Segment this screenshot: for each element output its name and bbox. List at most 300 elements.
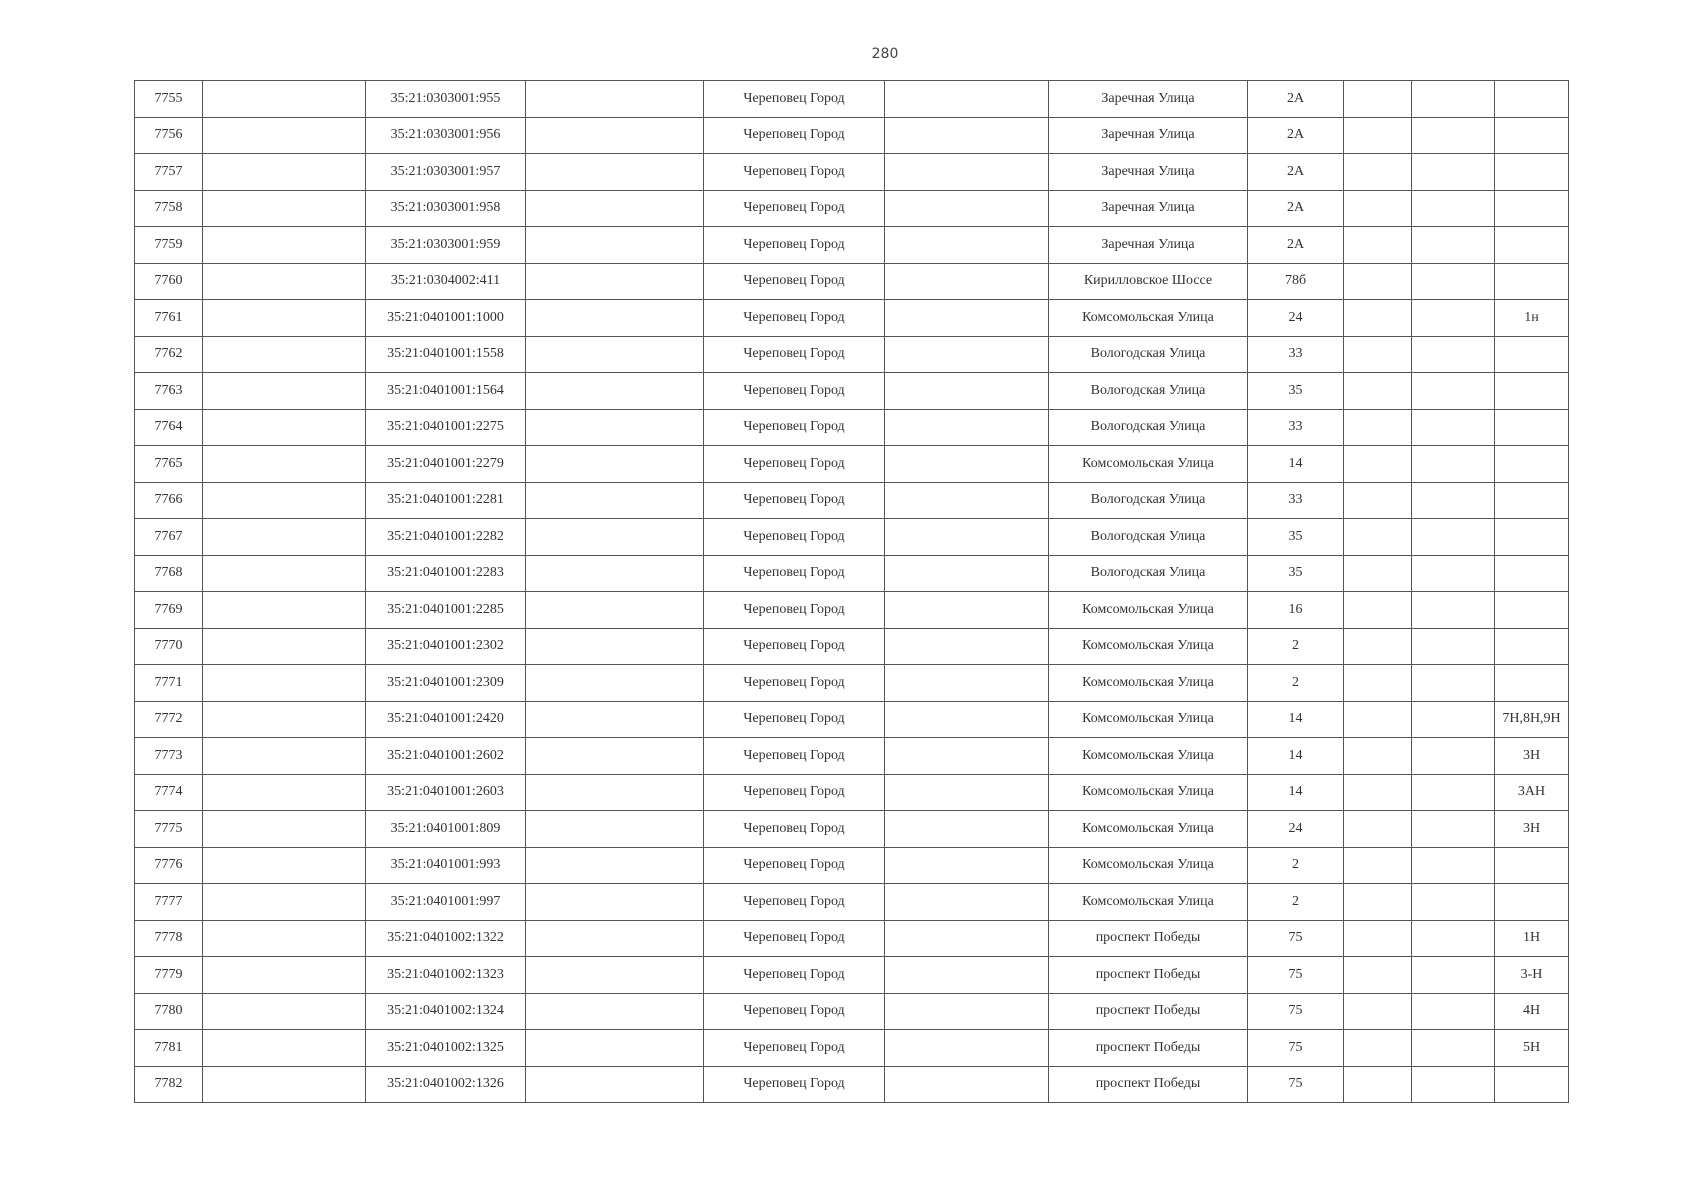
empty-cell xyxy=(203,592,366,629)
premises-cell: 1Н xyxy=(1495,920,1569,957)
street-cell: Вологодская Улица xyxy=(1049,373,1248,410)
cadastral-number-cell: 35:21:0401002:1325 xyxy=(366,1030,526,1067)
city-cell: Череповец Город xyxy=(704,665,885,702)
empty-cell xyxy=(885,300,1049,337)
empty-cell xyxy=(526,884,704,921)
row-number-cell: 7755 xyxy=(135,81,203,118)
empty-cell xyxy=(526,774,704,811)
empty-cell xyxy=(885,774,1049,811)
house-number-cell: 33 xyxy=(1248,482,1344,519)
empty-cell xyxy=(885,957,1049,994)
house-number-cell: 75 xyxy=(1248,1066,1344,1103)
row-number-cell: 7779 xyxy=(135,957,203,994)
cadastral-number-cell: 35:21:0401002:1326 xyxy=(366,1066,526,1103)
house-number-cell: 33 xyxy=(1248,409,1344,446)
row-number-cell: 7776 xyxy=(135,847,203,884)
empty-cell xyxy=(885,446,1049,483)
cadastral-number-cell: 35:21:0401001:1564 xyxy=(366,373,526,410)
row-number-cell: 7778 xyxy=(135,920,203,957)
empty-cell xyxy=(1344,628,1412,665)
empty-cell xyxy=(203,774,366,811)
empty-cell xyxy=(203,482,366,519)
empty-cell xyxy=(526,373,704,410)
cadastral-number-cell: 35:21:0401001:997 xyxy=(366,884,526,921)
row-number-cell: 7757 xyxy=(135,154,203,191)
city-cell: Череповец Город xyxy=(704,1030,885,1067)
street-cell: Комсомольская Улица xyxy=(1049,628,1248,665)
empty-cell xyxy=(1412,1066,1495,1103)
street-cell: Заречная Улица xyxy=(1049,227,1248,264)
street-cell: Комсомольская Улица xyxy=(1049,300,1248,337)
table-row xyxy=(135,190,1569,227)
empty-cell xyxy=(885,592,1049,629)
empty-cell xyxy=(203,993,366,1030)
cadastral-number-cell: 35:21:0401001:2281 xyxy=(366,482,526,519)
empty-cell xyxy=(1412,628,1495,665)
empty-cell xyxy=(1344,1066,1412,1103)
empty-cell xyxy=(1412,738,1495,775)
cadastral-number-cell: 35:21:0303001:958 xyxy=(366,190,526,227)
cadastral-number-cell: 35:21:0401001:2275 xyxy=(366,409,526,446)
empty-cell xyxy=(526,446,704,483)
table-row xyxy=(135,446,1569,483)
premises-cell xyxy=(1495,1066,1569,1103)
empty-cell xyxy=(885,811,1049,848)
row-number-cell: 7782 xyxy=(135,1066,203,1103)
empty-cell xyxy=(1412,519,1495,556)
house-number-cell: 24 xyxy=(1248,811,1344,848)
street-cell: проспект Победы xyxy=(1049,1066,1248,1103)
table-row xyxy=(135,1030,1569,1067)
empty-cell xyxy=(1344,263,1412,300)
premises-cell xyxy=(1495,81,1569,118)
empty-cell xyxy=(526,738,704,775)
table-row xyxy=(135,519,1569,556)
empty-cell xyxy=(526,117,704,154)
empty-cell xyxy=(885,373,1049,410)
street-cell: Комсомольская Улица xyxy=(1049,884,1248,921)
street-cell: Заречная Улица xyxy=(1049,154,1248,191)
row-number-cell: 7773 xyxy=(135,738,203,775)
empty-cell xyxy=(203,446,366,483)
row-number-cell: 7772 xyxy=(135,701,203,738)
cadastral-number-cell: 35:21:0401001:2420 xyxy=(366,701,526,738)
house-number-cell: 35 xyxy=(1248,519,1344,556)
cadastral-number-cell: 35:21:0401001:2282 xyxy=(366,519,526,556)
row-number-cell: 7777 xyxy=(135,884,203,921)
empty-cell xyxy=(1412,373,1495,410)
cadastral-number-cell: 35:21:0401001:2602 xyxy=(366,738,526,775)
premises-cell: 3Н xyxy=(1495,811,1569,848)
row-number-cell: 7761 xyxy=(135,300,203,337)
empty-cell xyxy=(1344,373,1412,410)
cadastral-number-cell: 35:21:0303001:955 xyxy=(366,81,526,118)
premises-cell xyxy=(1495,555,1569,592)
empty-cell xyxy=(526,811,704,848)
city-cell: Череповец Город xyxy=(704,701,885,738)
empty-cell xyxy=(1412,190,1495,227)
empty-cell xyxy=(1412,957,1495,994)
empty-cell xyxy=(1412,300,1495,337)
row-number-cell: 7771 xyxy=(135,665,203,702)
empty-cell xyxy=(885,519,1049,556)
city-cell: Череповец Город xyxy=(704,336,885,373)
empty-cell xyxy=(1344,555,1412,592)
table-row xyxy=(135,957,1569,994)
premises-cell: 4Н xyxy=(1495,993,1569,1030)
premises-cell xyxy=(1495,592,1569,629)
premises-cell xyxy=(1495,263,1569,300)
table-row xyxy=(135,409,1569,446)
table-row xyxy=(135,227,1569,264)
city-cell: Череповец Город xyxy=(704,628,885,665)
house-number-cell: 75 xyxy=(1248,1030,1344,1067)
empty-cell xyxy=(203,300,366,337)
empty-cell xyxy=(1412,117,1495,154)
empty-cell xyxy=(526,154,704,191)
row-number-cell: 7763 xyxy=(135,373,203,410)
empty-cell xyxy=(203,1066,366,1103)
empty-cell xyxy=(1344,957,1412,994)
table-row xyxy=(135,373,1569,410)
house-number-cell: 14 xyxy=(1248,774,1344,811)
row-number-cell: 7765 xyxy=(135,446,203,483)
empty-cell xyxy=(526,519,704,556)
premises-cell xyxy=(1495,519,1569,556)
city-cell: Череповец Город xyxy=(704,957,885,994)
cadastral-number-cell: 35:21:0401001:1000 xyxy=(366,300,526,337)
premises-cell xyxy=(1495,665,1569,702)
empty-cell xyxy=(203,701,366,738)
premises-cell: 3Н xyxy=(1495,738,1569,775)
empty-cell xyxy=(203,336,366,373)
empty-cell xyxy=(1344,409,1412,446)
empty-cell xyxy=(1344,811,1412,848)
cadastral-number-cell: 35:21:0401002:1323 xyxy=(366,957,526,994)
cadastral-number-cell: 35:21:0401001:2285 xyxy=(366,592,526,629)
street-cell: Комсомольская Улица xyxy=(1049,665,1248,702)
city-cell: Череповец Город xyxy=(704,154,885,191)
empty-cell xyxy=(203,117,366,154)
premises-cell xyxy=(1495,884,1569,921)
cadastral-number-cell: 35:21:0401001:2302 xyxy=(366,628,526,665)
cadastral-number-cell: 35:21:0401001:809 xyxy=(366,811,526,848)
house-number-cell: 16 xyxy=(1248,592,1344,629)
street-cell: Комсомольская Улица xyxy=(1049,592,1248,629)
table-row xyxy=(135,81,1569,118)
cadastral-number-cell: 35:21:0401002:1322 xyxy=(366,920,526,957)
empty-cell xyxy=(526,555,704,592)
house-number-cell: 35 xyxy=(1248,555,1344,592)
empty-cell xyxy=(1412,81,1495,118)
cadastral-number-cell: 35:21:0303001:956 xyxy=(366,117,526,154)
premises-cell xyxy=(1495,628,1569,665)
empty-cell xyxy=(526,1030,704,1067)
cadastral-number-cell: 35:21:0401001:2309 xyxy=(366,665,526,702)
table-row xyxy=(135,482,1569,519)
empty-cell xyxy=(526,409,704,446)
premises-cell xyxy=(1495,154,1569,191)
city-cell: Череповец Город xyxy=(704,482,885,519)
street-cell: Вологодская Улица xyxy=(1049,555,1248,592)
house-number-cell: 24 xyxy=(1248,300,1344,337)
premises-cell: 5Н xyxy=(1495,1030,1569,1067)
city-cell: Череповец Город xyxy=(704,227,885,264)
row-number-cell: 7768 xyxy=(135,555,203,592)
cadastral-number-cell: 35:21:0401001:1558 xyxy=(366,336,526,373)
empty-cell xyxy=(1344,847,1412,884)
cadastral-number-cell: 35:21:0401001:993 xyxy=(366,847,526,884)
table-row xyxy=(135,993,1569,1030)
empty-cell xyxy=(1412,774,1495,811)
row-number-cell: 7756 xyxy=(135,117,203,154)
street-cell: Комсомольская Улица xyxy=(1049,738,1248,775)
empty-cell xyxy=(885,701,1049,738)
empty-cell xyxy=(203,957,366,994)
empty-cell xyxy=(1344,446,1412,483)
empty-cell xyxy=(885,628,1049,665)
empty-cell xyxy=(1344,993,1412,1030)
empty-cell xyxy=(885,847,1049,884)
empty-cell xyxy=(203,628,366,665)
house-number-cell: 2 xyxy=(1248,665,1344,702)
premises-cell xyxy=(1495,336,1569,373)
row-number-cell: 7767 xyxy=(135,519,203,556)
empty-cell xyxy=(526,300,704,337)
empty-cell xyxy=(885,81,1049,118)
street-cell: Заречная Улица xyxy=(1049,190,1248,227)
empty-cell xyxy=(203,884,366,921)
street-cell: проспект Победы xyxy=(1049,957,1248,994)
table-row xyxy=(135,117,1569,154)
empty-cell xyxy=(885,482,1049,519)
house-number-cell: 2 xyxy=(1248,847,1344,884)
street-cell: Комсомольская Улица xyxy=(1049,811,1248,848)
table-row xyxy=(135,336,1569,373)
street-cell: Комсомольская Улица xyxy=(1049,774,1248,811)
row-number-cell: 7780 xyxy=(135,993,203,1030)
street-cell: Вологодская Улица xyxy=(1049,519,1248,556)
street-cell: проспект Победы xyxy=(1049,993,1248,1030)
empty-cell xyxy=(1412,847,1495,884)
premises-cell: 3АН xyxy=(1495,774,1569,811)
cadastral-number-cell: 35:21:0401001:2279 xyxy=(366,446,526,483)
empty-cell xyxy=(526,847,704,884)
empty-cell xyxy=(526,190,704,227)
table-row xyxy=(135,811,1569,848)
empty-cell xyxy=(1412,920,1495,957)
table-row xyxy=(135,263,1569,300)
table-row xyxy=(135,555,1569,592)
empty-cell xyxy=(885,555,1049,592)
city-cell: Череповец Город xyxy=(704,373,885,410)
empty-cell xyxy=(885,920,1049,957)
empty-cell xyxy=(1412,555,1495,592)
empty-cell xyxy=(1344,190,1412,227)
city-cell: Череповец Город xyxy=(704,993,885,1030)
empty-cell xyxy=(203,373,366,410)
premises-cell xyxy=(1495,409,1569,446)
empty-cell xyxy=(1344,519,1412,556)
empty-cell xyxy=(1412,592,1495,629)
city-cell: Череповец Город xyxy=(704,81,885,118)
empty-cell xyxy=(1344,920,1412,957)
empty-cell xyxy=(1412,665,1495,702)
city-cell: Череповец Город xyxy=(704,519,885,556)
street-cell: Вологодская Улица xyxy=(1049,482,1248,519)
row-number-cell: 7758 xyxy=(135,190,203,227)
premises-cell: 3-Н xyxy=(1495,957,1569,994)
table-row xyxy=(135,300,1569,337)
street-cell: Вологодская Улица xyxy=(1049,336,1248,373)
empty-cell xyxy=(885,263,1049,300)
table-row xyxy=(135,628,1569,665)
city-cell: Череповец Город xyxy=(704,190,885,227)
empty-cell xyxy=(1412,154,1495,191)
empty-cell xyxy=(885,227,1049,264)
row-number-cell: 7769 xyxy=(135,592,203,629)
house-number-cell: 75 xyxy=(1248,993,1344,1030)
empty-cell xyxy=(526,1066,704,1103)
empty-cell xyxy=(1412,701,1495,738)
empty-cell xyxy=(203,519,366,556)
table-row xyxy=(135,1066,1569,1103)
city-cell: Череповец Город xyxy=(704,1066,885,1103)
empty-cell xyxy=(203,81,366,118)
house-number-cell: 75 xyxy=(1248,920,1344,957)
empty-cell xyxy=(885,336,1049,373)
house-number-cell: 2А xyxy=(1248,154,1344,191)
empty-cell xyxy=(1412,993,1495,1030)
empty-cell xyxy=(885,665,1049,702)
row-number-cell: 7764 xyxy=(135,409,203,446)
empty-cell xyxy=(526,336,704,373)
city-cell: Череповец Город xyxy=(704,555,885,592)
house-number-cell: 2 xyxy=(1248,884,1344,921)
premises-cell xyxy=(1495,482,1569,519)
empty-cell xyxy=(1344,738,1412,775)
street-cell: Заречная Улица xyxy=(1049,81,1248,118)
empty-cell xyxy=(203,227,366,264)
table-row xyxy=(135,920,1569,957)
city-cell: Череповец Город xyxy=(704,774,885,811)
city-cell: Череповец Город xyxy=(704,300,885,337)
house-number-cell: 2 xyxy=(1248,628,1344,665)
table-row xyxy=(135,592,1569,629)
empty-cell xyxy=(1412,1030,1495,1067)
premises-cell xyxy=(1495,117,1569,154)
empty-cell xyxy=(1344,665,1412,702)
empty-cell xyxy=(1344,701,1412,738)
cadastral-number-cell: 35:21:0303001:959 xyxy=(366,227,526,264)
house-number-cell: 78б xyxy=(1248,263,1344,300)
empty-cell xyxy=(203,1030,366,1067)
empty-cell xyxy=(526,592,704,629)
empty-cell xyxy=(885,409,1049,446)
house-number-cell: 14 xyxy=(1248,701,1344,738)
table-row xyxy=(135,154,1569,191)
city-cell: Череповец Город xyxy=(704,117,885,154)
empty-cell xyxy=(526,263,704,300)
empty-cell xyxy=(1344,482,1412,519)
cadastral-number-cell: 35:21:0401001:2283 xyxy=(366,555,526,592)
empty-cell xyxy=(885,117,1049,154)
empty-cell xyxy=(526,227,704,264)
premises-cell xyxy=(1495,373,1569,410)
empty-cell xyxy=(203,409,366,446)
empty-cell xyxy=(1344,81,1412,118)
empty-cell xyxy=(526,81,704,118)
empty-cell xyxy=(1412,884,1495,921)
page-number: 280 xyxy=(871,46,899,62)
city-cell: Череповец Город xyxy=(704,884,885,921)
street-cell: Вологодская Улица xyxy=(1049,409,1248,446)
city-cell: Череповец Город xyxy=(704,847,885,884)
empty-cell xyxy=(203,738,366,775)
row-number-cell: 7759 xyxy=(135,227,203,264)
table-body xyxy=(135,81,1569,1103)
street-cell: Кирилловское Шоссе xyxy=(1049,263,1248,300)
empty-cell xyxy=(1344,154,1412,191)
row-number-cell: 7760 xyxy=(135,263,203,300)
cadastral-number-cell: 35:21:0401001:2603 xyxy=(366,774,526,811)
empty-cell xyxy=(1344,336,1412,373)
city-cell: Череповец Город xyxy=(704,592,885,629)
street-cell: Комсомольская Улица xyxy=(1049,446,1248,483)
empty-cell xyxy=(1344,300,1412,337)
house-number-cell: 2А xyxy=(1248,81,1344,118)
table-row xyxy=(135,884,1569,921)
city-cell: Череповец Город xyxy=(704,409,885,446)
table-row xyxy=(135,847,1569,884)
premises-cell xyxy=(1495,847,1569,884)
empty-cell xyxy=(526,957,704,994)
city-cell: Череповец Город xyxy=(704,263,885,300)
empty-cell xyxy=(885,993,1049,1030)
house-number-cell: 2А xyxy=(1248,190,1344,227)
table-row xyxy=(135,665,1569,702)
house-number-cell: 75 xyxy=(1248,957,1344,994)
empty-cell xyxy=(203,190,366,227)
row-number-cell: 7762 xyxy=(135,336,203,373)
registry-table xyxy=(134,80,1569,1103)
row-number-cell: 7781 xyxy=(135,1030,203,1067)
empty-cell xyxy=(1412,482,1495,519)
empty-cell xyxy=(203,263,366,300)
cadastral-number-cell: 35:21:0304002:411 xyxy=(366,263,526,300)
street-cell: проспект Победы xyxy=(1049,920,1248,957)
row-number-cell: 7775 xyxy=(135,811,203,848)
empty-cell xyxy=(885,154,1049,191)
cadastral-number-cell: 35:21:0303001:957 xyxy=(366,154,526,191)
empty-cell xyxy=(885,738,1049,775)
city-cell: Череповец Город xyxy=(704,920,885,957)
premises-cell: 1н xyxy=(1495,300,1569,337)
empty-cell xyxy=(885,190,1049,227)
city-cell: Череповец Город xyxy=(704,811,885,848)
empty-cell xyxy=(1412,409,1495,446)
empty-cell xyxy=(1412,446,1495,483)
empty-cell xyxy=(885,884,1049,921)
empty-cell xyxy=(203,665,366,702)
house-number-cell: 14 xyxy=(1248,738,1344,775)
empty-cell xyxy=(203,555,366,592)
empty-cell xyxy=(203,811,366,848)
house-number-cell: 35 xyxy=(1248,373,1344,410)
empty-cell xyxy=(203,920,366,957)
empty-cell xyxy=(1412,336,1495,373)
city-cell: Череповец Город xyxy=(704,738,885,775)
